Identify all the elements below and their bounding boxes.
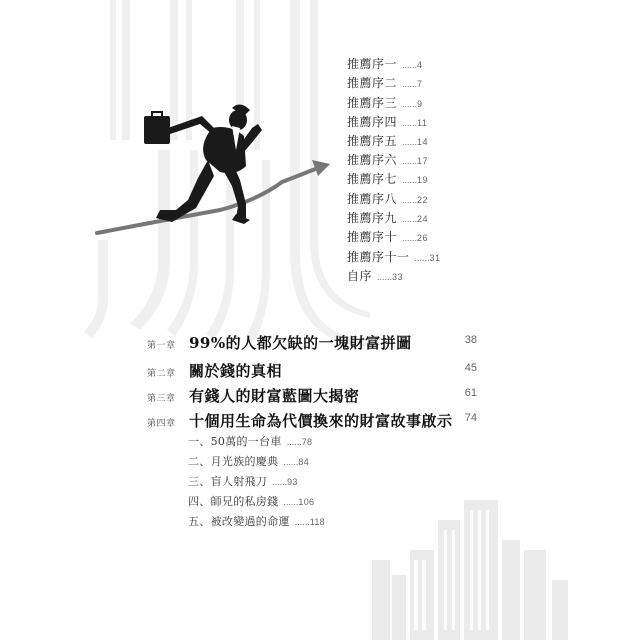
leader-dots: ...... [402,156,418,166]
leader-dots: ...... [283,497,299,507]
entry-title: 推薦序一 [347,57,398,71]
toc-entry-preface[interactable] [347,55,423,72]
toc-entry-preface[interactable] [347,94,423,111]
toc-entry-subsection[interactable] [188,473,298,489]
page-number: 74 [464,412,477,424]
entry-title: 四、師兄的私房錢 [188,495,279,508]
toc-entry-subsection[interactable] [188,433,312,449]
page-number: 22 [417,195,429,205]
entry-title: 推薦序二 [347,76,398,90]
entry-title: 自序 [347,269,373,283]
page-number: 33 [392,272,404,282]
leader-dots: ...... [402,195,418,205]
leader-dots: ...... [414,253,430,263]
toc-entry-preface[interactable] [347,190,428,207]
toc-entry-preface[interactable] [347,151,428,168]
entry-title: 推薦序五 [347,134,398,148]
page-number: 4 [417,60,423,70]
page-number: 106 [298,497,315,507]
page-number: 45 [464,362,477,374]
toc-entry-preface[interactable] [347,113,427,130]
entry-title: 推薦序十一 [347,250,410,264]
chapter-number: 第二章 [147,369,176,379]
page-number: 14 [417,137,429,147]
chapter-title: 十個用生命為代價換來的財富故事啟示 [189,412,453,430]
leader-dots: ...... [402,79,418,89]
page-number: 31 [429,253,441,263]
chapter-number: 第一章 [147,341,176,351]
page-number: 61 [464,387,477,399]
toc-entry-preface[interactable] [347,74,423,91]
leader-dots: ...... [272,477,288,487]
page-number: 93 [287,477,298,487]
chapter-title: 有錢人的財富藍圖大揭密 [189,387,360,405]
leader-dots: ...... [402,175,418,185]
toc-entry-preface[interactable] [347,267,403,284]
page-number: 84 [298,457,310,467]
toc-entry-chapter[interactable] [147,385,477,407]
entry-title: 推薦序十 [347,230,398,244]
toc-entry-preface[interactable] [347,209,428,226]
page-number: 78 [301,437,313,447]
page-number: 118 [309,517,325,527]
toc-entry-chapter[interactable] [147,332,477,354]
toc-entry-preface[interactable] [347,228,428,245]
entry-title: 推薦序八 [347,192,398,206]
entry-title: 五、被改變過的命運 [188,515,290,528]
page-number: 17 [417,156,429,166]
page-number: 9 [417,99,423,109]
entry-title: 一、50萬的一台車 [188,435,282,448]
leader-dots: ...... [402,118,418,128]
page-number: 11 [417,118,428,128]
leader-dots: ...... [402,60,418,70]
leader-dots: ...... [402,99,418,109]
chapter-number: 第三章 [147,394,176,404]
page-number: 7 [417,79,423,89]
toc-entry-preface[interactable] [347,248,441,265]
page-number: 26 [417,233,429,243]
entry-title: 推薦序六 [347,153,398,167]
entry-title: 三、盲人射飛刀 [188,475,268,488]
leader-dots: ...... [286,437,302,447]
leader-dots: ...... [283,457,299,467]
entry-title: 二、月光族的慶典 [188,455,279,468]
chapter-title: 關於錢的真相 [189,362,283,380]
page-number: 19 [417,175,429,185]
leader-dots: ...... [402,137,418,147]
toc-entry-subsection[interactable] [188,453,309,469]
entry-title: 推薦序三 [347,96,398,110]
toc-entry-chapter[interactable] [147,360,477,382]
toc-entry-subsection[interactable] [188,513,325,529]
chapter-title: 99%的人都欠缺的一塊財富拼圖 [189,334,412,352]
chapter-number: 第四章 [147,419,176,429]
entry-title: 推薦序九 [347,211,398,225]
leader-dots: ...... [294,517,310,527]
toc-entry-preface[interactable] [347,132,428,149]
leader-dots: ...... [402,233,418,243]
toc-entry-subsection[interactable] [188,493,314,509]
entry-title: 推薦序七 [347,172,398,186]
toc-entry-preface[interactable] [347,170,428,187]
leader-dots: ...... [377,272,393,282]
page-number: 38 [464,334,477,346]
toc-entry-chapter[interactable] [147,410,477,432]
entry-title: 推薦序四 [347,115,398,129]
leader-dots: ...... [402,214,418,224]
page-number: 24 [417,214,429,224]
